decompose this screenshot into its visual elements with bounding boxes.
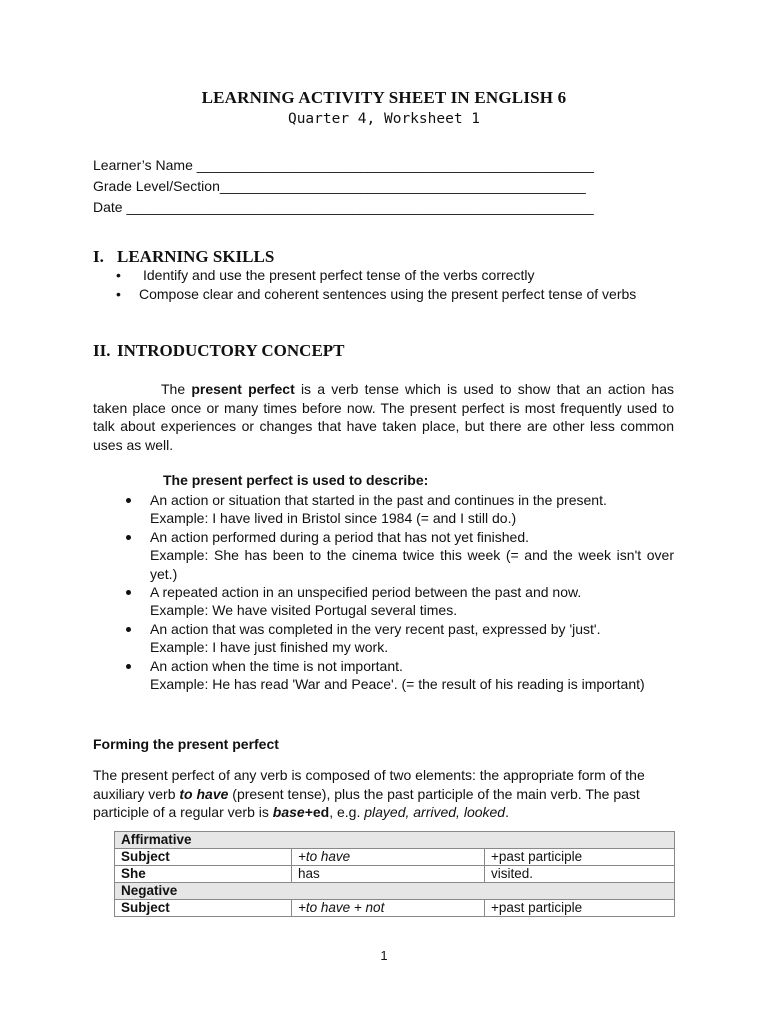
term-base: base [272,804,305,820]
table-cell: Subject [115,849,292,866]
bullet-icon: • [116,267,121,283]
section-heading-learning-skills [93,247,274,267]
document-subtitle: Quarter 4, Worksheet 1 [287,111,481,127]
section-heading-introductory-concept [93,341,345,361]
use-example: Example: We have visited Portugal several times. [150,602,458,619]
use-example: Example: She has been to the cinema twice this week (= and the week isn't over yet.) [150,547,674,582]
table-cell: She [115,866,292,883]
term-present-perfect: present perfect [191,381,295,397]
date-field: Date ____________________________________________________________ [93,199,594,215]
forming-heading: Forming the present perfect [93,736,279,752]
use-text: An action or situation that started in the past and continues in the present. [150,492,607,508]
uses-list [125,491,674,693]
example-verbs: played, arrived, looked [364,804,506,820]
table-cell: +to have [292,849,485,866]
use-text: An action when the time is not important. [150,657,403,674]
present-perfect-table [114,831,675,917]
list-item [125,620,674,657]
affirmative-label: Affirmative [115,832,675,849]
table-cell: has [292,866,485,883]
table-row [115,849,675,866]
section-number: II. [93,341,111,360]
section-title: INTRODUCTORY CONCEPT [117,341,345,360]
page-number: 1 [380,948,388,963]
section-number: I. [93,247,104,266]
table-cell: Subject [115,900,292,917]
list-item [125,657,674,694]
section-title: LEARNING SKILLS [117,247,275,266]
table-row [115,832,675,849]
learner-info-fields [93,155,594,218]
bullet-icon [126,664,131,669]
table-row [115,866,675,883]
table-cell: visited. [485,866,675,883]
table-cell: +past participle [485,900,675,917]
bullet-icon [126,590,131,595]
use-example: Example: He has read 'War and Peace'. (= the result of his reading is important) [150,676,645,693]
list-item [116,266,656,285]
bullet-icon [126,627,131,632]
negative-label: Negative [115,883,675,900]
intro-paragraph: The present perfect is a verb tense which is used to show that an action has taken place once or many times before now. The present perfect is most frequently used to talk about experiences or changes that have taken place, but there are other less common uses as well. [93,381,675,453]
list-item [116,285,656,304]
learner-name-field: Learner’s Name ___________________________________________________ [93,157,594,173]
table-row [115,900,675,917]
skill-text: Compose clear and coherent sentences using the present perfect tense of verbs [139,286,637,302]
bullet-icon [126,535,131,540]
list-item [125,528,674,583]
list-item [125,491,674,528]
uses-heading: The present perfect is used to describe: [163,472,429,488]
use-example: Example: I have just finished my work. [150,639,389,656]
grade-section-field: Grade Level/Section_______________________________________________ [93,178,586,194]
use-text: An action that was completed in the very recent past, expressed by 'just'. [150,620,601,637]
table-cell: +to have + not [292,900,485,917]
bullet-icon: • [116,286,121,302]
table-cell: +past participle [485,849,675,866]
list-item [125,583,674,620]
use-text: An action performed during a period that has not yet finished. [150,528,530,545]
learning-skills-list [116,266,656,304]
term-ed: +ed [304,804,330,820]
use-example: Example: I have lived in Bristol since 1984 (= and I still do.) [150,510,517,527]
bullet-icon [126,498,131,503]
table-row [115,883,675,900]
skill-text: Identify and use the present perfect tense of the verbs correctly [143,267,535,283]
use-text: A repeated action in an unspecified period between the past and now. [150,584,582,601]
document-title: LEARNING ACTIVITY SHEET IN ENGLISH 6 [201,88,567,107]
term-to-have: to have [179,785,229,802]
forming-paragraph: The present perfect of any verb is composed of two elements: the appropriate form of the auxiliary verb to have (present tense), plus the past participle of the main verb. The past participle of a regular verb is base+ed, e.g. played, arrived, looked. [93,767,645,820]
